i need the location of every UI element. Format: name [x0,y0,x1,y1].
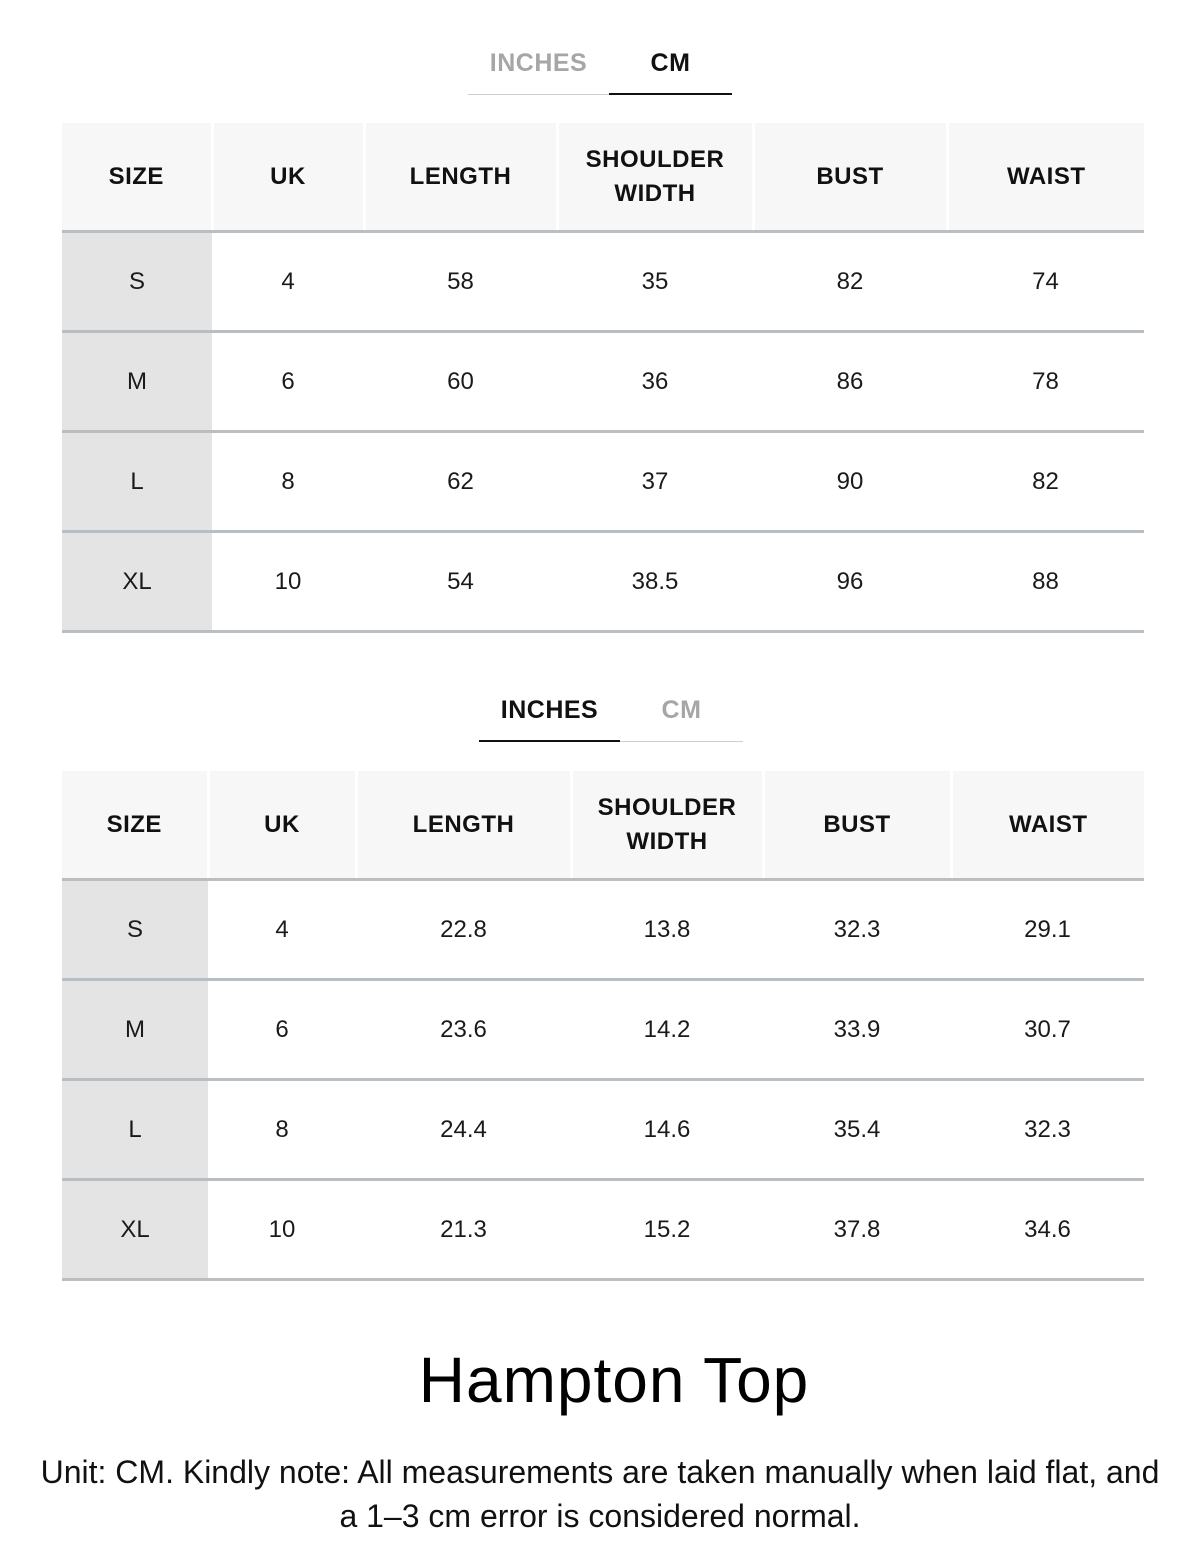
header-length: LENGTH [356,771,571,880]
shoulder-width-cell: 35 [557,232,753,332]
size-table-cm [62,123,1144,633]
table-row [62,232,1144,332]
header-waist: WAIST [951,771,1144,880]
size-cell: M [62,980,208,1080]
header-uk: UK [208,771,356,880]
waist-cell: 78 [947,332,1144,432]
length-cell: 23.6 [356,980,571,1080]
tab-inches[interactable]: INCHES [489,49,588,77]
shoulder-width-cell: 15.2 [571,1180,763,1280]
shoulder-width-cell: 38.5 [557,532,753,632]
bust-cell: 33.9 [763,980,951,1080]
size-cell: XL [62,532,212,632]
header-bust: BUST [753,123,947,232]
header-size: SIZE [62,771,208,880]
waist-cell: 30.7 [951,980,1144,1080]
uk-cell: 4 [208,880,356,980]
header-waist: WAIST [947,123,1144,232]
table-header-row [62,771,1144,880]
table-row [62,980,1144,1080]
header-shoulder-width: SHOULDER WIDTH [557,123,753,232]
bust-cell: 32.3 [763,880,951,980]
size-cell: S [62,880,208,980]
waist-cell: 34.6 [951,1180,1144,1280]
unit-tabs-cm-section [468,42,732,95]
bust-cell: 96 [753,532,947,632]
waist-cell: 74 [947,232,1144,332]
bust-cell: 35.4 [763,1080,951,1180]
size-cell: L [62,432,212,532]
size-cell: S [62,232,212,332]
length-cell: 60 [364,332,557,432]
waist-cell: 88 [947,532,1144,632]
bust-cell: 90 [753,432,947,532]
tab-inches[interactable]: INCHES [479,689,620,742]
uk-cell: 4 [212,232,364,332]
table-row [62,1080,1144,1180]
bust-cell: 86 [753,332,947,432]
waist-cell: 82 [947,432,1144,532]
size-table-inches [62,771,1144,1281]
uk-cell: 10 [212,532,364,632]
shoulder-width-cell: 14.2 [571,980,763,1080]
length-cell: 21.3 [356,1180,571,1280]
unit-tabs-inches-section [479,689,743,742]
uk-cell: 8 [208,1080,356,1180]
header-uk: UK [212,123,364,232]
tab-cm[interactable]: CM [609,42,732,95]
size-cell: M [62,332,212,432]
length-cell: 54 [364,532,557,632]
size-cell: L [62,1080,208,1180]
uk-cell: 10 [208,1180,356,1280]
table-header-row [62,123,1144,232]
shoulder-width-cell: 37 [557,432,753,532]
table-row [62,532,1144,632]
waist-cell: 29.1 [951,880,1144,980]
measurement-note: Unit: CM. Kindly note: All measurements are taken manually when laid flat, and a 1–3 cm error is considered normal. [40,1454,1160,1534]
table-row [62,880,1144,980]
table-row [62,432,1144,532]
bust-cell: 82 [753,232,947,332]
length-cell: 22.8 [356,880,571,980]
length-cell: 58 [364,232,557,332]
header-size: SIZE [62,123,212,232]
table-row [62,332,1144,432]
product-title: Hampton Top [418,1344,810,1416]
bust-cell: 37.8 [763,1180,951,1280]
header-length: LENGTH [364,123,557,232]
uk-cell: 6 [208,980,356,1080]
header-bust: BUST [763,771,951,880]
table-row [62,1180,1144,1280]
waist-cell: 32.3 [951,1080,1144,1180]
length-cell: 24.4 [356,1080,571,1180]
uk-cell: 6 [212,332,364,432]
shoulder-width-cell: 14.6 [571,1080,763,1180]
shoulder-width-cell: 13.8 [571,880,763,980]
tab-cm[interactable]: CM [661,696,702,724]
header-shoulder-width: SHOULDER WIDTH [571,771,763,880]
length-cell: 62 [364,432,557,532]
uk-cell: 8 [212,432,364,532]
shoulder-width-cell: 36 [557,332,753,432]
size-cell: XL [62,1180,208,1280]
